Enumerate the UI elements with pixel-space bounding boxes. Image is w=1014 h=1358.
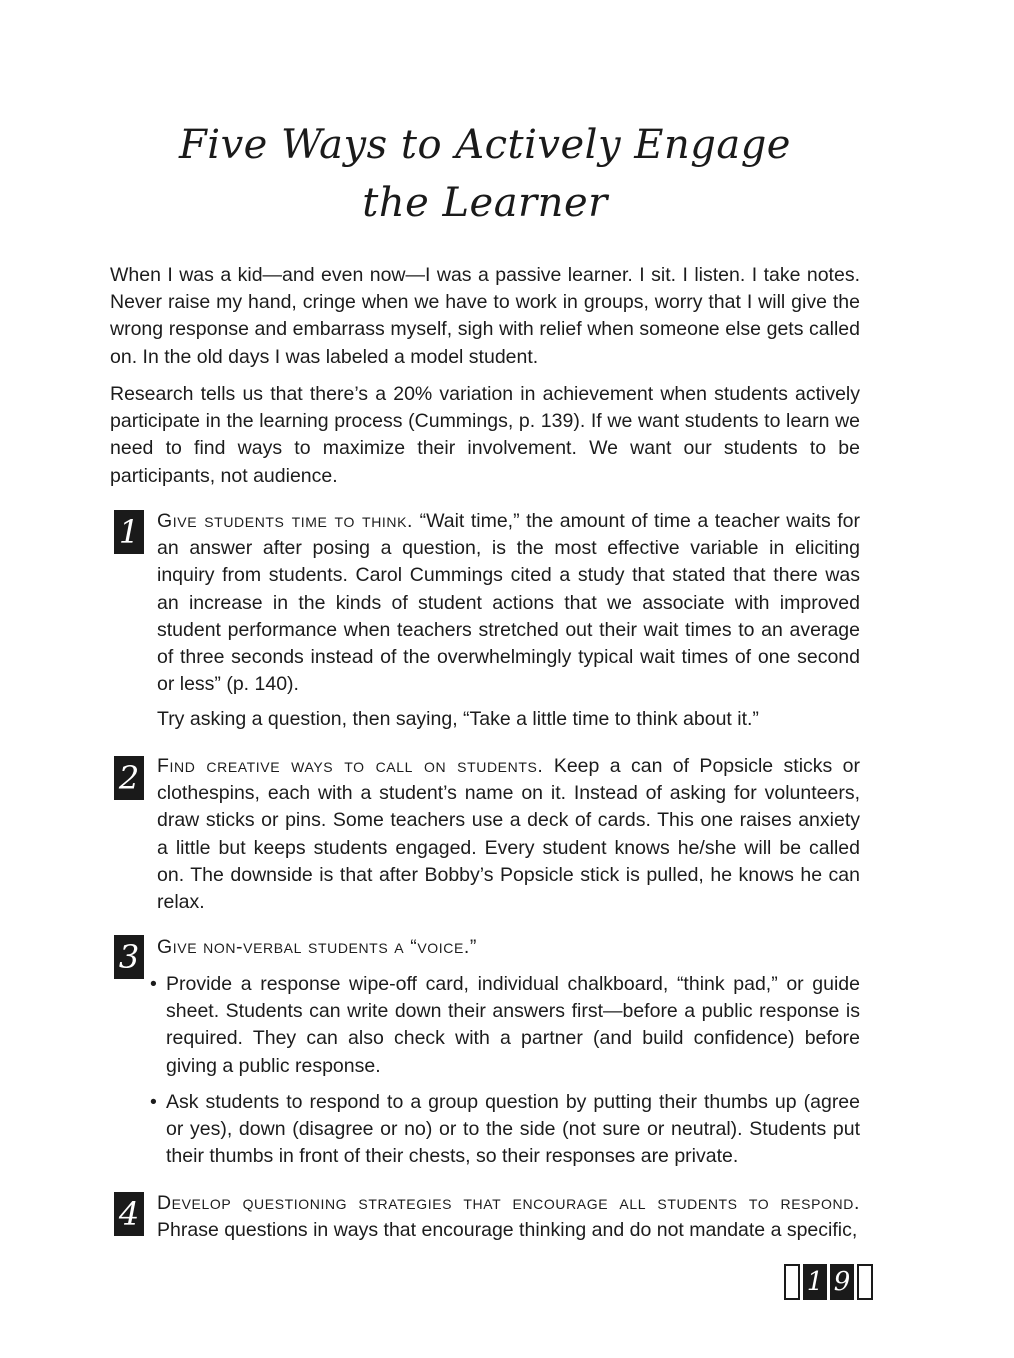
item-3-heading: Give non-verbal students a “voice.” bbox=[157, 936, 478, 958]
item-1-text bbox=[157, 508, 860, 698]
item-2-heading: Find creative ways to call on students. bbox=[157, 755, 544, 777]
item-number-2-badge: 2 bbox=[114, 756, 144, 800]
page-number-left-ornament-icon bbox=[784, 1264, 800, 1300]
item-1-extra: Try asking a question, then saying, “Take a little time to think about it.” bbox=[157, 708, 759, 730]
intro-paragraph-1: When I was a kid—and even now—I was a passive learner. I sit. I listen. I take notes. Never raise my hand, cringe when we have to work in groups, worry that I will give the wrong response and embarrass myself, sigh with relief when someone else gets called on. In the old days I was labeled a model student. bbox=[110, 264, 860, 368]
bullet-icon: • bbox=[150, 973, 157, 995]
item-4-body: Phrase questions in ways that encourage thinking and do not mandate a specific, bbox=[157, 1219, 858, 1242]
page-number bbox=[784, 1264, 873, 1300]
bullet-icon: • bbox=[150, 1091, 157, 1113]
item-number-4-badge: 4 bbox=[114, 1192, 144, 1236]
title-line-1: Five Ways to Actively Engage bbox=[179, 122, 791, 168]
page-number-digit-2: 9 bbox=[830, 1264, 854, 1300]
item-2-body: Keep a can of Popsicle sticks or clothespins, each with a student’s name on it. Instead of asking for volunteers, draw sticks or pins. Some teachers use a deck of cards. This one raises anxiety a little but keeps students engaged. Every student knows he/she will be called on. The downside is that after Bobby’s Popsicle stick is pulled, he knows he can relax. bbox=[157, 755, 860, 914]
item-3-bullet-2 bbox=[150, 1089, 860, 1171]
item-4-text bbox=[157, 1190, 860, 1244]
title-line-2: the Learner bbox=[362, 180, 608, 226]
intro-paragraph-2: Research tells us that there’s a 20% variation in achievement when students actively participate in the learning process (Cummings, p. 139). If we want students to learn we need to find ways to maximize their involvement. We want our students to be participants, not audience. bbox=[110, 383, 860, 487]
item-1-body: “Wait time,” the amount of time a teacher waits for an answer after posing a question, is the most effective variable in eliciting inquiry from students. Carol Cummings cited a study that stated that there was an increase in the kinds of student actions that we associate with improved student performance when teachers stretched out their wait times to an average of three seconds instead of the overwhelmingly typical wait times of one second or less” (p. 140). bbox=[157, 510, 860, 696]
page-number-digit-1: 1 bbox=[803, 1264, 827, 1300]
item-3-bullet-1-text: Provide a response wipe-off card, individual chalkboard, “think pad,” or guide sheet. Students can write down their answers first—before a public response is required. They can also check with a partner (and build confidence) before giving a public response. bbox=[166, 973, 860, 1077]
item-3-bullet-2-text: Ask students to respond to a group question by putting their thumbs up (agree or yes), down (disagree or no) or to the side (not sure or neutral). Students put their thumbs in front of their chests, so their responses are private. bbox=[166, 1091, 860, 1168]
item-number-3-badge: 3 bbox=[114, 935, 144, 979]
page-title bbox=[110, 116, 860, 232]
item-4-heading: Develop questioning strategies that encourage all students to respond. bbox=[157, 1192, 860, 1214]
page-number-right-ornament-icon bbox=[857, 1264, 873, 1300]
item-3-bullet-1 bbox=[150, 971, 860, 1080]
item-1-heading: Give students time to think. bbox=[157, 510, 414, 532]
item-number-1-badge: 1 bbox=[114, 510, 144, 554]
item-2-text bbox=[157, 753, 860, 916]
item-3-heading-line bbox=[157, 934, 860, 961]
